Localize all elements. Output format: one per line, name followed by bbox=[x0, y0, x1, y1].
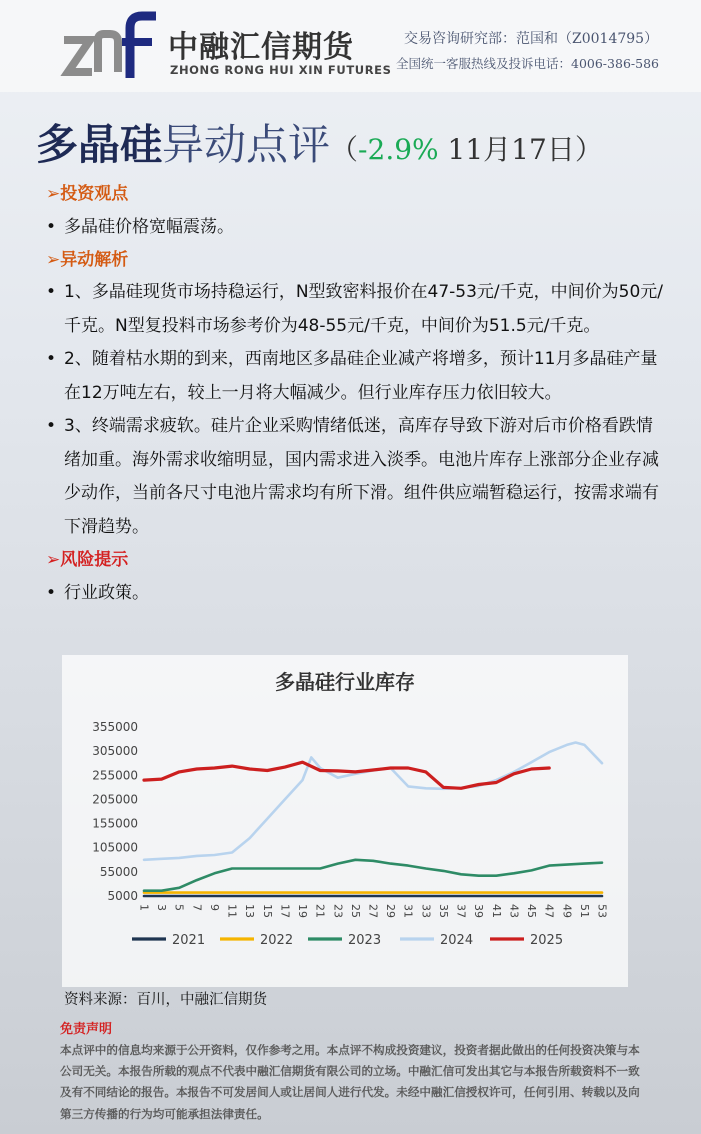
x-tick-label: 9 bbox=[207, 904, 221, 911]
report-title bbox=[36, 112, 603, 172]
x-axis-ticks bbox=[138, 904, 609, 918]
y-tick-label: 255000 bbox=[92, 768, 138, 783]
title-kind: 异动点评 bbox=[162, 120, 331, 169]
analysis-item-3: • 3、终端需求疲软。硅片企业采购情绪低迷，高库存导致下游对后市价格看跌情绪加重。海外需求收缩明显，国内需求进入淡季。电池片库存上涨部分企业存减少动作，当前各尺寸电池片需求均有所下滑。组件供应端暂稳运行，按需求端有下滑趋势。 bbox=[46, 410, 666, 544]
y-tick-label: 5000 bbox=[107, 889, 138, 903]
legend-label-2025: 2025 bbox=[530, 933, 564, 948]
x-tick-label: 49 bbox=[560, 904, 574, 918]
x-tick-label: 51 bbox=[577, 904, 591, 918]
title-product: 多晶硅 bbox=[36, 120, 163, 169]
x-tick-label: 23 bbox=[331, 904, 345, 918]
section-head-view: ➢投资观点 bbox=[46, 184, 129, 204]
data-source: 资料来源：百川，中融汇信期货 bbox=[64, 992, 267, 1008]
x-tick-label: 13 bbox=[243, 904, 257, 918]
x-tick-label: 19 bbox=[296, 904, 310, 918]
legend-label-2023: 2023 bbox=[348, 933, 382, 948]
company-logo-icon bbox=[60, 10, 160, 80]
report-header bbox=[0, 0, 701, 92]
y-tick-label: 105000 bbox=[92, 840, 138, 855]
x-tick-label: 5 bbox=[172, 904, 186, 911]
x-tick-label: 21 bbox=[313, 904, 327, 918]
x-tick-label: 43 bbox=[507, 904, 521, 918]
section-head-risk: ➢风险提示 bbox=[46, 550, 129, 570]
y-tick-label: 55000 bbox=[99, 864, 138, 879]
x-tick-label: 41 bbox=[489, 904, 503, 918]
series-lines bbox=[144, 743, 602, 897]
logo-chinese-name: 中融汇信期货 bbox=[168, 30, 354, 65]
y-tick-label: 355000 bbox=[92, 720, 138, 734]
section-head-analysis: ➢异动解析 bbox=[46, 250, 129, 270]
risk-text: • 行业政策。 bbox=[46, 576, 666, 610]
x-tick-label: 33 bbox=[419, 904, 433, 918]
disclaimer-text: 本点评中的信息均来源于公开资料，仅作参考之用。本点评不构成投资建议，投资者据此做出的任何投资决策与本公司无关。本报告所载的观点不代表中融汇信期货有限公司的立场。中融汇信可发出其它与本报告所载资料不一致及有不同结论的报告。本报告不可发居间人或让居间人进行代发。未经中融汇信授权许可，任何引用、转载以及向第三方传播的行为均可能承担法律责任。 bbox=[60, 1043, 640, 1121]
title-paren-open: （ bbox=[330, 133, 359, 166]
view-text: • 多晶硅价格宽幅震荡。 bbox=[46, 210, 666, 244]
x-tick-label: 47 bbox=[542, 904, 556, 918]
series-line-2024 bbox=[144, 743, 602, 860]
researcher-contact: 交易咨询研究部：范国和（Z0014795） bbox=[404, 31, 659, 47]
x-tick-label: 27 bbox=[366, 904, 380, 918]
logo-english-name: ZHONG RONG HUI XIN FUTURES bbox=[170, 63, 392, 77]
analysis-item-1: • 1、多晶硅现货市场持稳运行，N型致密料报价在47-53元/千克，中间价为50元/千克。N型复投料市场参考价为48-55元/千克，中间价为51.5元/千克。 bbox=[46, 276, 666, 343]
y-tick-label: 155000 bbox=[92, 816, 138, 831]
y-axis-ticks bbox=[92, 720, 138, 903]
y-tick-label: 305000 bbox=[92, 744, 138, 759]
x-tick-label: 7 bbox=[190, 904, 204, 911]
x-tick-label: 35 bbox=[436, 904, 450, 918]
legend-label-2024: 2024 bbox=[440, 933, 474, 948]
title-change-pct: -2.9% bbox=[358, 133, 439, 166]
inventory-chart bbox=[62, 655, 628, 987]
x-tick-label: 45 bbox=[525, 904, 539, 918]
x-tick-label: 11 bbox=[225, 904, 239, 918]
x-tick-label: 17 bbox=[278, 904, 292, 918]
x-tick-label: 37 bbox=[454, 904, 468, 918]
series-line-2023 bbox=[144, 860, 602, 891]
x-tick-label: 29 bbox=[384, 904, 398, 918]
analysis-item-2: • 2、随着枯水期的到来，西南地区多晶硅企业减产将增多，预计11月多晶硅产量在12万吨左右，较上一月将大幅减少。但行业库存压力依旧较大。 bbox=[46, 343, 666, 410]
chart-title: 多晶硅行业库存 bbox=[275, 670, 415, 694]
legend-label-2022: 2022 bbox=[260, 933, 294, 948]
x-tick-label: 53 bbox=[595, 904, 609, 918]
x-tick-label: 25 bbox=[348, 904, 362, 918]
title-date: 11月17日） bbox=[438, 133, 603, 166]
report-body bbox=[46, 178, 666, 610]
disclaimer-title: 免责声明 bbox=[60, 1022, 113, 1037]
x-tick-label: 39 bbox=[472, 904, 486, 918]
x-tick-label: 1 bbox=[137, 904, 151, 911]
chart-legend bbox=[132, 933, 563, 948]
hotline-contact: 全国统一客服热线及投诉电话：4006-386-586 bbox=[396, 56, 659, 71]
legend-label-2021: 2021 bbox=[172, 933, 206, 948]
y-tick-label: 205000 bbox=[92, 792, 138, 807]
inventory-chart-svg bbox=[62, 655, 628, 987]
x-tick-label: 3 bbox=[155, 904, 169, 911]
x-tick-label: 31 bbox=[401, 904, 415, 918]
x-tick-label: 15 bbox=[260, 904, 274, 918]
